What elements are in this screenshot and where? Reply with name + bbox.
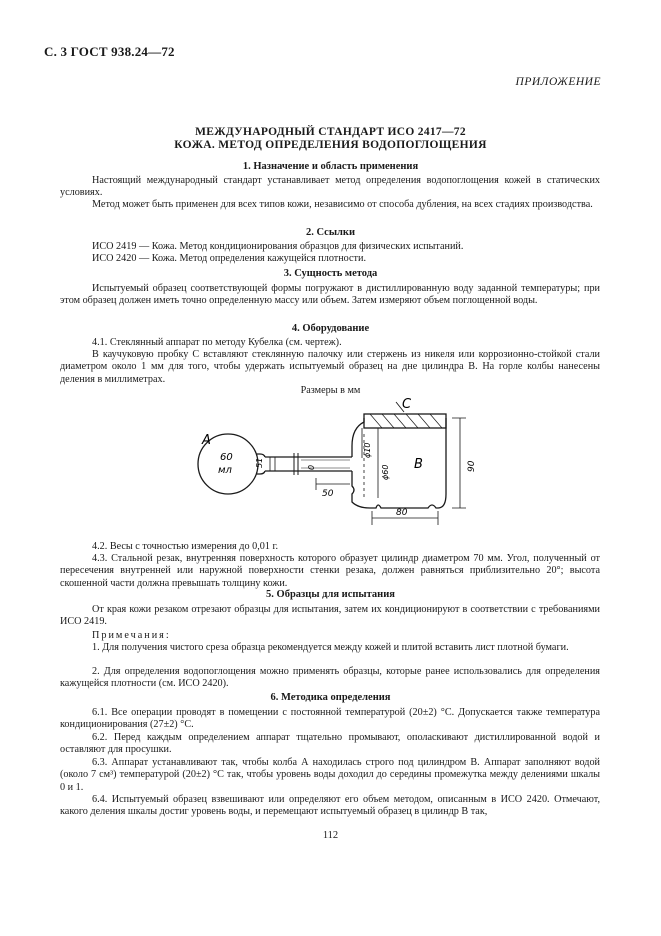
- section-6-para-1: [60, 707, 600, 732]
- figure-caption: Размеры в мм: [300, 385, 361, 396]
- dim-50: 50: [322, 489, 334, 499]
- dim-neck: 51: [255, 457, 264, 468]
- note-2-text: 2. Для определения водопоглощения можно применять образцы, которые ранее использовались для определения кажущейся плотности (см. ИСО 2420).: [60, 666, 600, 690]
- dim-diameter-60: ϕ60: [381, 464, 390, 480]
- kubelka-apparatus-drawing: [190, 398, 480, 533]
- section-4-para-4-text: 4.3. Стальной резак, внутренняя поверхность которого образует цилиндр диаметром 70 мм. Угол, полученный от пересечения внутренней или наружной поверхности стенки резака, должен равняться приблизительно 20°; высота скошенной части должна превышать толщину кожи.: [60, 553, 600, 589]
- notes-label: [60, 630, 600, 642]
- section-4-para-4: [60, 553, 600, 590]
- section-4-para-2-text: В каучуковую пробку С вставляют стеклянную палочку или стержень из никеля или коррозионно-стойкой стали диаметром около 1 мм для того, чтобы удержать испытуемый образец на дне цилиндра В. На горле колбы нанесены деления в миллиметрах.: [60, 349, 600, 385]
- section-2-para-2-text: ИСО 2420 — Кожа. Метод определения кажущейся плотности.: [92, 253, 367, 264]
- section-6-para-1-text: 6.1. Все операции проводят в помещении с постоянной температурой (20±2) °С. Допускается также температура кондиционирования (27±2) °С.: [60, 707, 600, 731]
- section-1-para-2-text: Метод может быть применен для всех типов кожи, независимо от способа дубления, на всех стадиях производства.: [92, 199, 593, 210]
- flask-volume-number: 60: [220, 452, 233, 463]
- section-2-para-1-text: ИСО 2419 — Кожа. Метод кондиционирования образцов для физических испытаний.: [92, 241, 464, 252]
- note-1-text: 1. Для получения чистого среза образца рекомендуется между кожей и плитой вставить лист плотной бумаги.: [92, 642, 569, 653]
- doc-title-line2: КОЖА. МЕТОД ОПРЕДЕЛЕНИЯ ВОДОПОГЛОЩЕНИЯ: [174, 139, 487, 151]
- section-6-para-4-text: 6.4. Испытуемый образец взвешивают или определяют его объем методом, описанным в ИСО 2420. Отмечают, какого деления шкалы достиг уровень воды, и перемещают испытуемый образец в цилиндр В так,: [60, 794, 600, 818]
- section-4-para-1: [60, 337, 600, 349]
- section-6-para-2-text: 6.2. Перед каждым определением аппарат тщательно промывают, ополаскивают дистиллированной водой и оставляют для просушки.: [60, 732, 600, 756]
- section-1-para-1-text: Настоящий международный стандарт устанавливает метод определения водопоглощения кожей в статических условиях.: [60, 175, 600, 199]
- section-2-para-1: [60, 241, 600, 253]
- section-5-para-1: [60, 604, 600, 629]
- section-6-para-3: [60, 757, 600, 794]
- section-3-heading: 3. Сущность метода: [283, 268, 378, 279]
- section-4-para-3-text: 4.2. Весы с точностью измерения до 0,01 г.: [92, 541, 279, 552]
- section-6-heading: 6. Методика определения: [270, 692, 391, 703]
- label-a: А: [202, 433, 211, 448]
- section-4-para-2: [60, 349, 600, 386]
- doc-title-line1: МЕЖДУНАРОДНЫЙ СТАНДАРТ ИСО 2417—72: [195, 126, 466, 138]
- section-6-para-4: [60, 794, 600, 819]
- label-b: В: [414, 457, 423, 472]
- section-4-para-1-text: 4.1. Стеклянный аппарат по методу Кубелка (см. чертеж).: [92, 337, 342, 348]
- notes-label-text: Примечания:: [92, 630, 171, 641]
- note-2: [60, 666, 600, 691]
- dim-90: 90: [467, 460, 477, 472]
- standard-header: С. 3 ГОСТ 938.24—72: [44, 44, 175, 59]
- section-1-para-2: [60, 199, 600, 211]
- section-2-para-2: [60, 253, 600, 265]
- section-6-para-2: [60, 732, 600, 757]
- section-1-para-1: [60, 175, 600, 200]
- section-6-para-3-text: 6.3. Аппарат устанавливают так, чтобы колба А находилась строго под цилиндром В. Аппарат заполняют водой (около 7 см³) температурой (20±2) °С так, чтобы уровень воды доходил до середины промежутка между делениями шкалы 0 и 1.: [60, 757, 600, 793]
- section-4-heading: 4. Оборудование: [291, 323, 370, 334]
- section-3-para-1: [60, 283, 600, 308]
- page-number: 112: [322, 830, 339, 841]
- section-1-heading: 1. Назначение и область применения: [242, 161, 419, 172]
- flask-volume-unit: мл: [218, 465, 232, 476]
- cylinder-outline: [352, 418, 446, 508]
- appendix-label: ПРИЛОЖЕНИЕ: [515, 76, 601, 88]
- section-5-para-1-text: От края кожи резаком отрезают образцы для испытания, затем их кондиционируют в соответствии с требованиями ИСО 2419.: [60, 604, 600, 628]
- note-1: [60, 642, 600, 654]
- dim-80: 80: [396, 508, 408, 518]
- dim-diameter-10: ϕ10: [363, 442, 372, 458]
- section-5-heading: 5. Образцы для испытания: [266, 589, 395, 600]
- section-4-para-3: [60, 541, 600, 553]
- section-2-heading: 2. Ссылки: [305, 227, 356, 238]
- label-c: С: [402, 398, 412, 412]
- section-3-para-1-text: Испытуемый образец соответствующей формы погружают в дистиллированную воду заданной температуры; при этом образец должен иметь точно определенную массу или объем. Затем измеряют объем поглощенной воды.: [60, 283, 600, 307]
- dim-zero: 0: [307, 464, 316, 470]
